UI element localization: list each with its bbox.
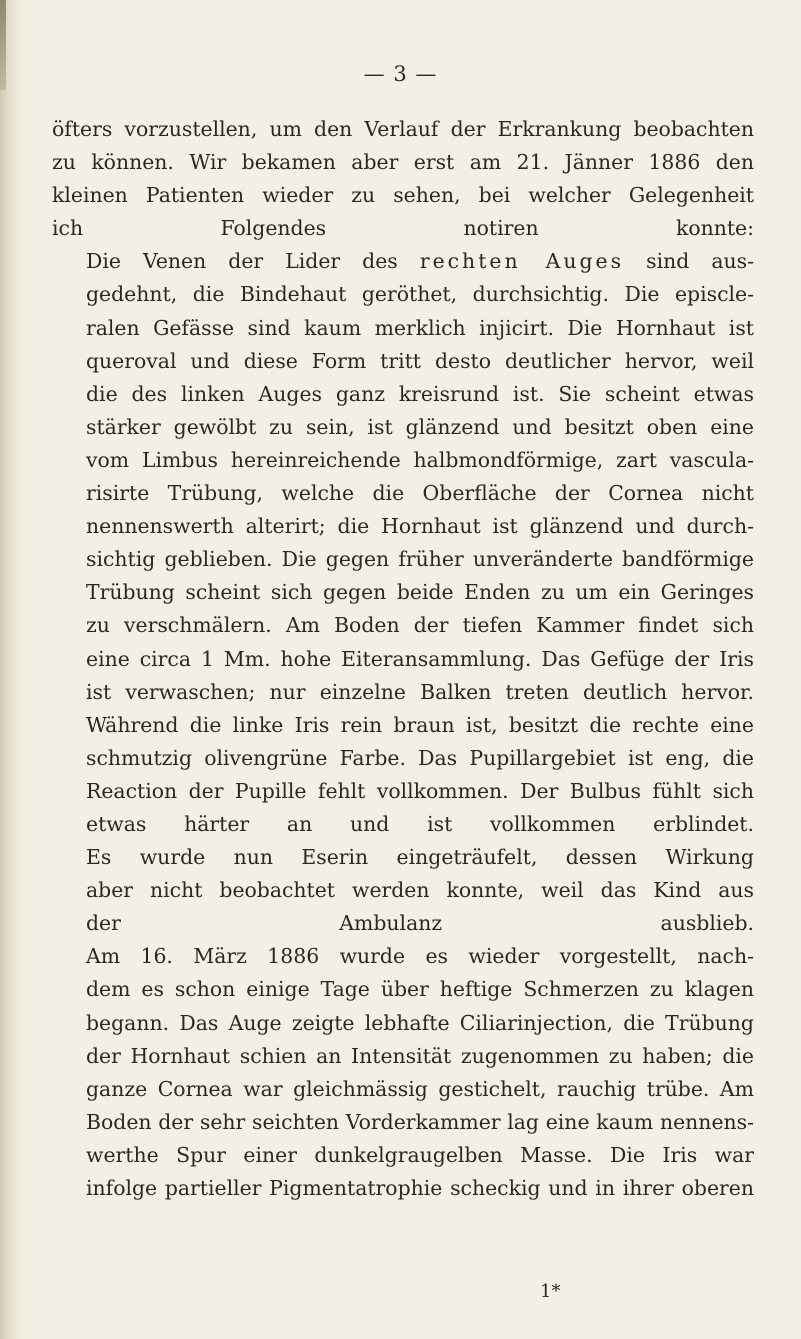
text-line: öfters vorzustellen, um den Verlauf der Erkrankung beobachten [52, 117, 754, 141]
text-line: stärker gewölbt zu sein, ist glänzend und besitzt oben eine [86, 414, 754, 439]
text-line: aber nicht beobachtet werden konnte, weil das Kind aus [86, 878, 754, 903]
text-line: zu können. Wir bekamen aber erst am 21. Jänner 1886 den [52, 150, 754, 175]
text-line: Die Venen der Lider des rechten Auges sind aus- [86, 249, 755, 274]
text-line: gedehnt, die Bindehaut geröthet, durchsichtig. Die episcle- [86, 282, 754, 307]
text-line: der Hornhaut schien an Intensität zugenommen zu haben; die [86, 1043, 754, 1068]
text-line: der Ambulanz ausblieb. [86, 911, 754, 936]
text-line: Am 16. März 1886 wurde es wieder vorgestellt, nach- [86, 944, 754, 969]
text-line: eine circa 1 Mm. hohe Eiteransammlung. Das Gefüge der Iris [86, 646, 754, 671]
text-line: infolge partieller Pigmentatrophie scheckig und in ihrer oberen [86, 1176, 754, 1200]
signature-mark: 1* [540, 1281, 561, 1302]
text-line: schmutzig olivengrüne Farbe. Das Pupillargebiet ist eng, die [86, 745, 754, 770]
text-line: vom Limbus hereinreichende halbmondförmige, zart vascula- [86, 447, 754, 472]
text-line: Reaction der Pupille fehlt vollkommen. Der Bulbus fühlt sich [86, 778, 754, 803]
emphasis-text: rechten Auges [419, 249, 625, 274]
text-line: Während die linke Iris rein braun ist, besitzt die rechte eine [86, 712, 754, 737]
page-number: — 3 — [363, 62, 438, 86]
text-line: Es wurde nun Eserin eingeträufelt, dessen Wirkung [86, 845, 754, 870]
text-line: zu verschmälern. Am Boden der tiefen Kammer findet sich [86, 613, 754, 638]
page-edge-shadow [0, 0, 22, 1339]
text-line: die des linken Auges ganz kreisrund ist. Sie scheint etwas [86, 381, 754, 406]
paragraph-3 [52, 841, 754, 940]
text-line: risirte Trübung, welche die Oberfläche der Cornea nicht [86, 481, 754, 506]
text-line: ist verwaschen; nur einzelne Balken treten deutlich hervor. [86, 679, 754, 704]
paragraph-2 [52, 245, 754, 841]
text-line: nennenswerth alterirt; die Hornhaut ist glänzend und durch- [86, 514, 754, 539]
text-line: dem es schon einige Tage über heftige Schmerzen zu klagen [86, 977, 754, 1002]
text-line: ich Folgendes notiren konnte: [52, 216, 754, 241]
text-line: queroval und diese Form tritt desto deutlicher hervor, weil [86, 348, 754, 373]
paragraph-1 [52, 113, 754, 245]
body-text [52, 113, 754, 1205]
text-line: kleinen Patienten wieder zu sehen, bei welcher Gelegenheit [52, 183, 754, 208]
paragraph-4 [52, 940, 754, 1205]
text-line: werthe Spur einer dunkelgraugelben Masse. Die Iris war [86, 1142, 754, 1167]
text-line: ralen Gefässe sind kaum merklich injicirt. Die Hornhaut ist [86, 315, 754, 340]
text-line: etwas härter an und ist vollkommen erblindet. [86, 811, 754, 836]
text-line: begann. Das Auge zeigte lebhafte Ciliarinjection, die Trübung [86, 1010, 754, 1035]
text-line: Trübung scheint sich gegen beide Enden zu um ein Geringes [86, 580, 754, 605]
text-line: ganze Cornea war gleichmässig gestichelt, rauchig trübe. Am [86, 1076, 754, 1101]
text-line: Boden der sehr seichten Vorderkammer lag eine kaum nennens- [86, 1109, 754, 1134]
text-line: sichtig geblieben. Die gegen früher unveränderte bandförmige [86, 547, 754, 572]
